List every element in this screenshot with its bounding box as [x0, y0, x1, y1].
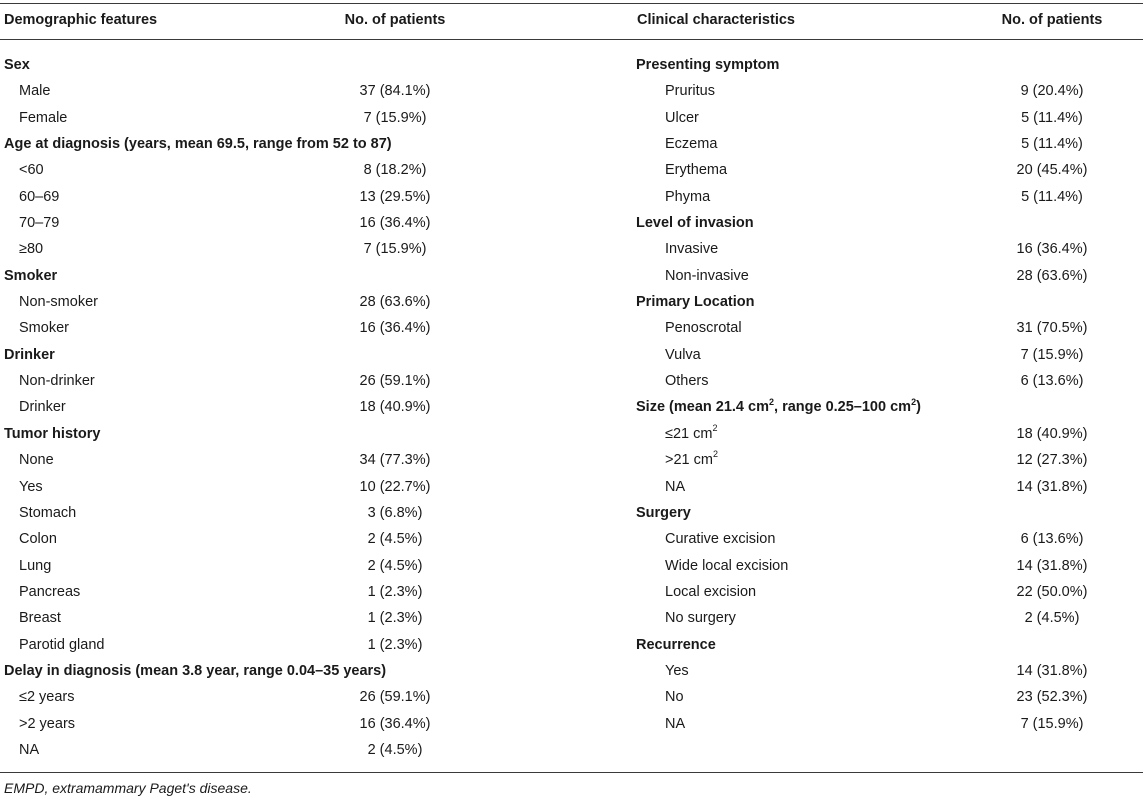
- header-patients-left: No. of patients: [344, 12, 446, 28]
- table-row: [633, 184, 1143, 210]
- patient-count: 1 (2.3%): [367, 583, 423, 600]
- table-row: [0, 474, 560, 500]
- row-label: Phyma: [665, 188, 711, 205]
- patient-count: 37 (84.1%): [359, 83, 431, 100]
- section-heading-row: [633, 210, 1143, 236]
- row-label: No: [665, 689, 684, 706]
- table-row: [633, 342, 1143, 368]
- table-row: [0, 553, 560, 579]
- section-label: Presenting symptom: [636, 57, 780, 73]
- section-label: Age at diagnosis (years, mean 69.5, range from 52 to 87): [4, 136, 392, 153]
- table-row: [0, 447, 560, 473]
- patient-count: 14 (31.8%): [1016, 662, 1088, 679]
- section-label: Size (mean 21.4 $cm^2$, range 0.25–100 $cm^2$): [636, 396, 921, 416]
- row-label: Pruritus: [665, 83, 715, 100]
- section-heading-row: [0, 658, 560, 684]
- row-label: Ulcer: [665, 109, 699, 126]
- table-row: [633, 421, 1143, 447]
- row-label: Drinker: [19, 399, 66, 416]
- patient-count: 16 (36.4%): [359, 320, 431, 337]
- table-row: [0, 289, 560, 315]
- row-label: Female: [19, 109, 68, 126]
- table-row: [633, 263, 1143, 289]
- patient-count: 7 (15.9%): [363, 241, 427, 258]
- table-row: [0, 711, 560, 737]
- table-row: [0, 526, 560, 552]
- table-row: [633, 131, 1143, 157]
- table-row: [633, 684, 1143, 710]
- table-row: [0, 210, 560, 236]
- row-label: ≤21 $cm^2$: [665, 422, 718, 442]
- row-label: Local excision: [665, 583, 757, 600]
- table-row: [0, 184, 560, 210]
- patient-count: 16 (36.4%): [359, 715, 431, 732]
- table-footnote: EMPD, extramammary Paget's disease.: [4, 780, 252, 796]
- patient-count: 7 (15.9%): [363, 109, 427, 126]
- row-label: Eczema: [665, 136, 718, 153]
- row-label: 60–69: [19, 188, 60, 205]
- patient-count: 14 (31.8%): [1016, 557, 1088, 574]
- section-heading-row: [0, 263, 560, 289]
- section-heading-row: [633, 289, 1143, 315]
- section-label: Delay in diagnosis (mean 3.8 year, range 0.04–35 years): [4, 662, 387, 679]
- section-heading-row: [0, 131, 560, 157]
- row-label: Male: [19, 83, 51, 100]
- patient-count: 5 (11.4%): [1021, 188, 1083, 205]
- section-heading-row: [633, 394, 1143, 420]
- patient-count: 2 (4.5%): [367, 531, 423, 548]
- table-row: [0, 579, 560, 605]
- row-label: NA: [665, 715, 686, 732]
- row-label: Breast: [19, 610, 61, 627]
- table-row: [0, 105, 560, 131]
- row-label: NA: [665, 478, 686, 495]
- row-label: Colon: [19, 531, 57, 548]
- row-label: Penoscrotal: [665, 320, 742, 337]
- section-label: Recurrence: [636, 636, 716, 653]
- patient-count: 12 (27.3%): [1016, 452, 1088, 469]
- table-row: [633, 658, 1143, 684]
- row-label: Smoker: [19, 320, 69, 337]
- patient-count: 2 (4.5%): [367, 741, 423, 758]
- row-label: Non-smoker: [19, 294, 98, 311]
- table-row: [0, 157, 560, 183]
- row-label: Yes: [665, 662, 689, 679]
- table-row: [633, 553, 1143, 579]
- table-row: [0, 394, 560, 420]
- row-label: >2 years: [19, 715, 76, 732]
- patient-count: 10 (22.7%): [359, 478, 431, 495]
- patient-count: 6 (13.6%): [1020, 373, 1084, 390]
- patient-count: 5 (11.4%): [1021, 109, 1083, 126]
- patient-count: 1 (2.3%): [367, 610, 423, 627]
- patient-count: 7 (15.9%): [1020, 715, 1084, 732]
- patient-count: 2 (4.5%): [1024, 610, 1080, 627]
- patient-count: 18 (40.9%): [1016, 425, 1088, 442]
- table-row: [633, 105, 1143, 131]
- row-label: Wide local excision: [665, 557, 789, 574]
- patient-count: 28 (63.6%): [359, 294, 431, 311]
- table-row: [0, 500, 560, 526]
- table-row: [633, 315, 1143, 341]
- row-label: >21 $cm^2$: [665, 449, 718, 469]
- row-label: ≥80: [19, 241, 44, 258]
- row-label: Stomach: [19, 504, 77, 521]
- header-rule: [0, 39, 1143, 40]
- section-label: Sex: [4, 57, 30, 73]
- patient-count: 16 (36.4%): [359, 215, 431, 232]
- row-label: NA: [19, 741, 40, 758]
- table-bottom-rule: [0, 772, 1143, 773]
- table-row: [633, 474, 1143, 500]
- row-label: Parotid gland: [19, 636, 105, 653]
- row-label: Non-invasive: [665, 267, 749, 284]
- table-top-rule: [0, 3, 1143, 4]
- row-label: Vulva: [665, 346, 701, 363]
- table-row: [633, 78, 1143, 104]
- section-label: Level of invasion: [636, 215, 754, 232]
- row-label: Yes: [19, 478, 43, 495]
- table-row: [633, 711, 1143, 737]
- table-row: [633, 526, 1143, 552]
- row-label: <60: [19, 162, 44, 179]
- section-heading-row: [633, 632, 1143, 658]
- section-label: Primary Location: [636, 294, 755, 311]
- row-label: No surgery: [665, 610, 736, 627]
- section-heading-row: [633, 52, 1143, 78]
- row-label: Invasive: [665, 241, 719, 258]
- table-row: [633, 447, 1143, 473]
- header-clinical-characteristics: Clinical characteristics: [637, 12, 795, 28]
- patient-count: 3 (6.8%): [367, 504, 423, 521]
- patient-count: 26 (59.1%): [359, 373, 431, 390]
- section-label: Smoker: [4, 267, 58, 284]
- section-label: Surgery: [636, 504, 691, 521]
- table-row: [0, 737, 560, 763]
- section-label: Drinker: [4, 346, 55, 363]
- demographic-column: [0, 52, 560, 763]
- patient-count: 9 (20.4%): [1020, 83, 1084, 100]
- patient-count: 34 (77.3%): [359, 452, 431, 469]
- patient-count: 2 (4.5%): [367, 557, 423, 574]
- table-row: [633, 157, 1143, 183]
- patient-count: 5 (11.4%): [1021, 136, 1083, 153]
- section-heading-row: [633, 500, 1143, 526]
- table-row: [633, 579, 1143, 605]
- table-row: [633, 368, 1143, 394]
- table-row: [0, 315, 560, 341]
- patient-count: 6 (13.6%): [1020, 531, 1084, 548]
- section-label: Tumor history: [4, 425, 101, 442]
- patient-count: 23 (52.3%): [1016, 689, 1088, 706]
- patient-count: 13 (29.5%): [359, 188, 431, 205]
- patient-count: 26 (59.1%): [359, 689, 431, 706]
- row-label: Non-drinker: [19, 373, 95, 390]
- row-label: Lung: [19, 557, 52, 574]
- table-row: [0, 368, 560, 394]
- row-label: None: [19, 452, 54, 469]
- patient-count: 1 (2.3%): [367, 636, 423, 653]
- table-row: [0, 684, 560, 710]
- table-row: [0, 605, 560, 631]
- header-demographic-features: Demographic features: [4, 12, 158, 28]
- patient-count: 22 (50.0%): [1016, 583, 1088, 600]
- patient-count: 28 (63.6%): [1016, 267, 1088, 284]
- table-row: [633, 236, 1143, 262]
- header-patients-right: No. of patients: [1001, 12, 1103, 28]
- patient-count: 16 (36.4%): [1016, 241, 1088, 258]
- section-heading-row: [0, 52, 560, 78]
- row-label: Curative excision: [665, 531, 776, 548]
- row-label: Erythema: [665, 162, 728, 179]
- patient-count: 14 (31.8%): [1016, 478, 1088, 495]
- table-row: [0, 78, 560, 104]
- row-label: Pancreas: [19, 583, 81, 600]
- row-label: ≤2 years: [19, 689, 75, 706]
- section-heading-row: [0, 342, 560, 368]
- table-row: [0, 236, 560, 262]
- clinical-column: [633, 52, 1143, 737]
- section-heading-row: [0, 421, 560, 447]
- patient-count: 7 (15.9%): [1020, 346, 1084, 363]
- row-label: Others: [665, 373, 709, 390]
- patient-count: 31 (70.5%): [1016, 320, 1088, 337]
- patient-count: 8 (18.2%): [363, 162, 427, 179]
- patient-count: 20 (45.4%): [1016, 162, 1088, 179]
- patient-count: 18 (40.9%): [359, 399, 431, 416]
- table-row: [633, 605, 1143, 631]
- table-row: [0, 632, 560, 658]
- row-label: 70–79: [19, 215, 60, 232]
